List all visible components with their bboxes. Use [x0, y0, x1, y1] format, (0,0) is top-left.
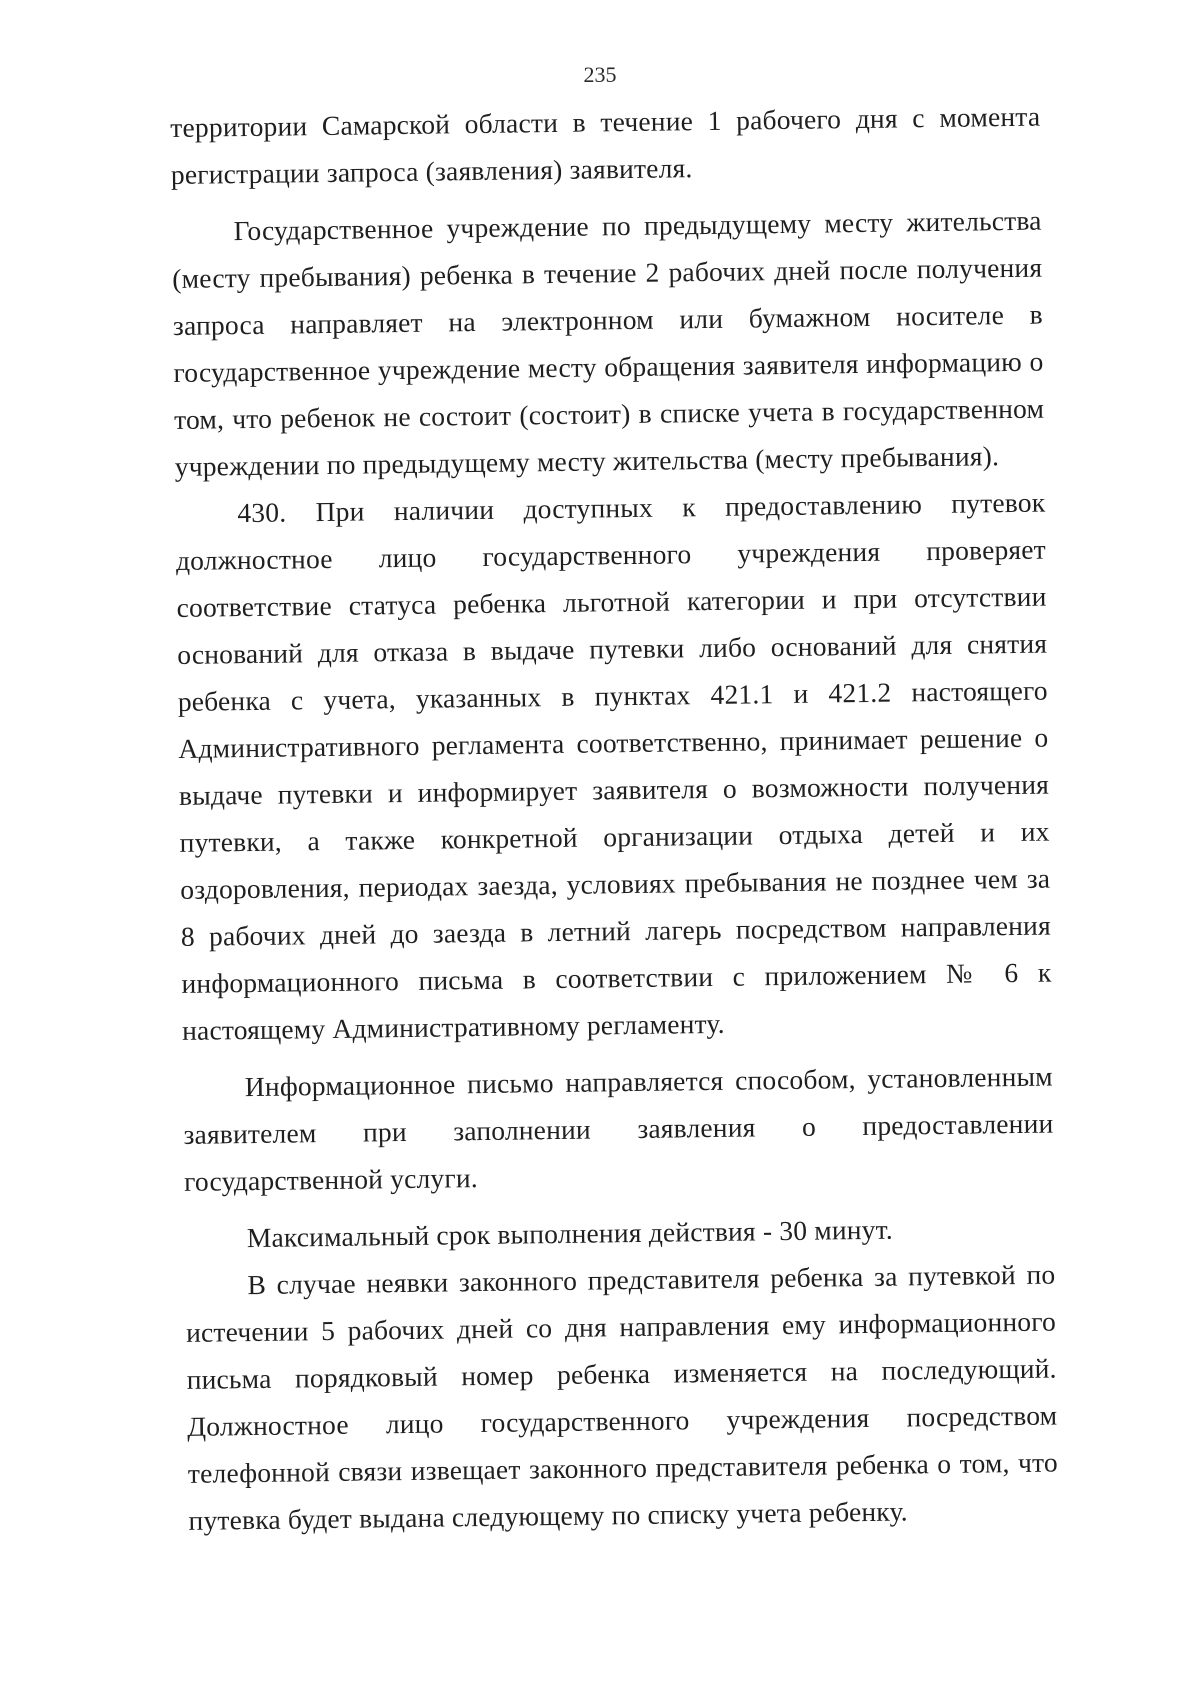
paragraph-info-letter: Информационное письмо направляется способом, установленным заявителем при заполнении заявления о предоставлении государственной услуги.: [183, 1060, 1054, 1197]
page-number: 235: [583, 62, 617, 87]
paragraph-previous-residence: Государственное учреждение по предыдущему месту жительства (месту пребывания) ребенка в течение 2 рабочих дней после получения запроса направляет на электронном или бумажном носителе в государственное учреждение месту обращения заявителя информацию о том, что ребенок не состоит (состоит) в списке учета в государственном учреждении по предыдущему месту жительства (месту пребывания).: [172, 204, 1045, 482]
paragraph-430: 430. При наличии доступных к предоставлению путевок должностное лицо государственного учреждения проверяет соответствие статуса ребенка льготной категории и при отсутствии оснований для отказа в выдаче путевки либо оснований для снятия ребенка с учета, указанных в пунктах 421.1 и 421.2 настоящего Административного регламента соответственно, принимает решение о выдаче путевки и информирует заявителя о возможности получения путевки, а также конкретной организации отдыха детей и их оздоровления, периодах заезда, условиях пребывания не позднее чем за 8 рабочих дней до заезда в летний лагерь посредством направления информационного письма в соответствии с приложением № 6 к настоящему Административному регламенту.: [175, 486, 1052, 1046]
paragraph-no-show: В случае неявки законного представителя ребенка за путевкой по истечении 5 рабочих дней со дня направления ему информационного письма порядковый номер ребенка изменяется на последующий. Должностное лицо государственного учреждения посредством телефонной связи извещает законного представителя ребенка о том, что путевка будет выдана следующему по списку учета ребенку.: [185, 1258, 1059, 1536]
paragraph-continuation: территории Самарской области в течение 1 рабочего дня с момента регистрации запроса (заявления) заявителя.: [170, 100, 1041, 190]
paragraph-max-time: Максимальный срок выполнения действия - 30 минут.: [246, 1213, 894, 1254]
document-body: [170, 93, 1059, 1544]
